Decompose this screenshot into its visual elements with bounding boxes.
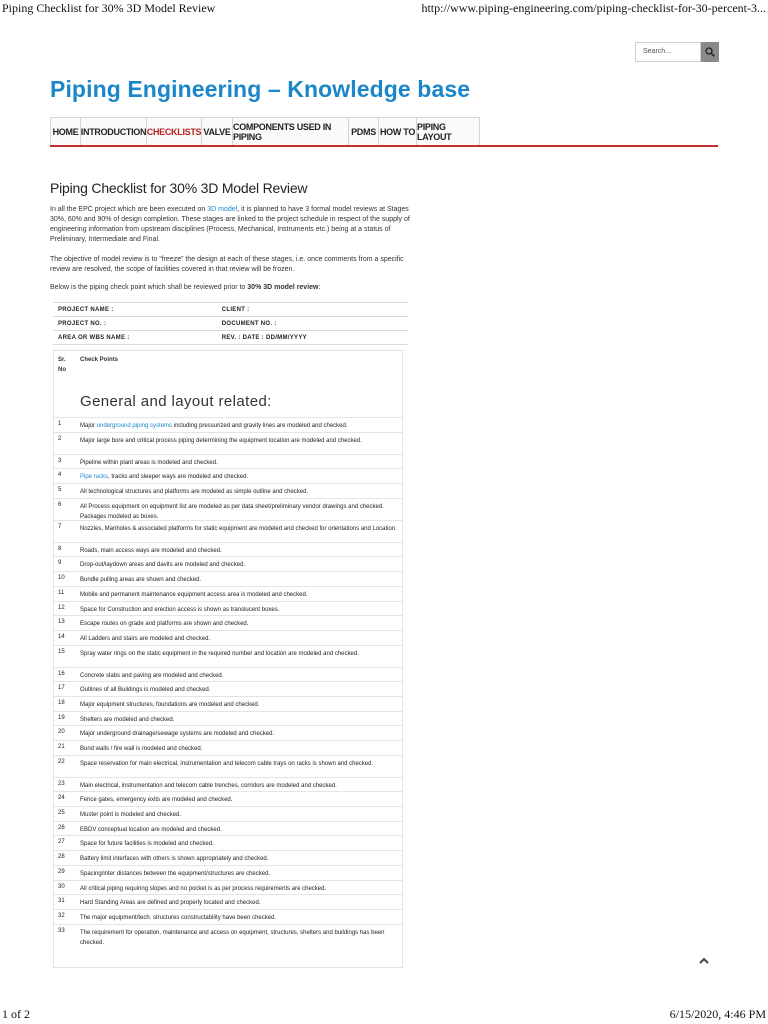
table-row [54, 586, 402, 601]
item-number: 12 [58, 604, 65, 611]
item-number: 23 [58, 780, 65, 787]
scroll-to-top-button[interactable] [697, 954, 711, 968]
item-number: 15 [58, 648, 65, 655]
article-title: Piping Checklist for 30% 3D Model Review [50, 180, 308, 196]
table-row [54, 696, 402, 711]
search-icon [705, 47, 715, 57]
item-number: 1 [58, 421, 62, 427]
item-text-suffix: , tracks and sleeper ways are modeled and checked. [108, 474, 249, 481]
item-text: Space for Construction and erection access is shown as translucent boxes. [80, 606, 280, 613]
item-number: 29 [58, 868, 65, 875]
item-text: Muster point is modeled and checked. [80, 812, 182, 819]
item-text: All Ladders and stairs are modeled and checked. [80, 635, 211, 642]
item-number: 27 [58, 839, 65, 846]
checkpoint-intro-text: Below is the piping check point which shall be reviewed prior to [50, 284, 248, 291]
nav-item-piping-layout[interactable]: PIPING LAYOUT [416, 117, 480, 145]
nav-item-components-used-in-piping[interactable]: COMPONENTS USED IN PIPING [232, 117, 349, 145]
item-text: All critical piping requiring slopes and no pocket is as per process requirements are checked. [80, 885, 327, 892]
item-text: Hard Standing Areas are defined and properly located and checked. [80, 900, 261, 907]
table-row [54, 615, 402, 630]
item-text [80, 472, 398, 482]
print-page-title: Piping Checklist for 30% 3D Model Review [2, 1, 216, 15]
item-number: 5 [58, 487, 62, 494]
item-text: EBDV conceptual location are modeled and checked. [80, 826, 222, 833]
item-number: 20 [58, 729, 65, 736]
site-title[interactable]: Piping Engineering – Knowledge base [50, 76, 471, 102]
item-number: 21 [58, 744, 65, 750]
item-number: 24 [58, 795, 65, 802]
item-number: 33 [58, 927, 65, 934]
checkpoint-intro-colon: : [318, 284, 321, 291]
nav-item-how-to[interactable]: HOW TO [378, 117, 417, 145]
item-text: Pipeline within plant areas is modeled and checked. [80, 459, 218, 466]
item-number: 17 [58, 685, 65, 692]
table-row [54, 894, 402, 909]
item-text-prefix: Major [80, 423, 97, 429]
revision-date-label: REV. : DATE : DD/MM/YYYY [217, 331, 408, 345]
item-number: 18 [58, 699, 65, 706]
item-text: Major equipment structures, foundations are modeled and checked. [80, 701, 260, 708]
item-number: 19 [58, 714, 65, 721]
intro-text-end: , it is planned to have 3 formal model reviews at Stages 30%, 60% and 90% of design completion. These stages are linked to the project schedule in respect of the supply of engineering information from upstream disciplines (Process, Mechanical, Instruments etc.) being at a status of Preliminary, Intermediate and Final. [50, 206, 410, 243]
item-number: 31 [58, 898, 65, 905]
table-row [54, 556, 402, 571]
table-row [54, 755, 402, 777]
item-number: 8 [58, 545, 62, 552]
nav-item-introduction[interactable]: INTRODUCTION [80, 117, 147, 145]
item-text: Bundle pulling areas are shown and checked. [80, 577, 202, 584]
3d-model-link[interactable]: 3D model [207, 206, 238, 213]
item-text: Space reservation for main electrical, instrumentation and telecom cable trays on racks is shown and checked. [80, 760, 374, 767]
item-number: 30 [58, 883, 65, 890]
table-row [53, 317, 408, 331]
item-number: 9 [58, 560, 62, 567]
item-link[interactable]: Pipe racks [80, 474, 109, 481]
item-number: 6 [58, 501, 62, 508]
item-text: Escape routes on grade and platforms are shown and checked. [80, 621, 249, 628]
page-number: 1 of 2 [2, 1007, 30, 1021]
chevron-up-icon [697, 954, 711, 968]
item-text: Nozzles, Manholes & associated platforms for static equipment are modeled and checked for orientations and Location. [80, 525, 397, 532]
item-text: All Process equipment on equipment list are modeled as per data sheet/preliminary vendor drawings and checked. Packages modeled as boxes. [80, 503, 384, 520]
item-number: 7 [58, 523, 62, 530]
table-row [54, 681, 402, 696]
item-text: Spray water rings on the static equipment in the required number and location are modeled and checked. [80, 650, 359, 657]
item-text: All technological structures and platforms are modeled as simple outline and checked. [80, 489, 309, 496]
item-number: 32 [58, 912, 65, 919]
item-number: 26 [58, 824, 65, 831]
item-text: Major underground drainage/sewage systems are modeled and checked. [80, 731, 275, 738]
item-text: Spacing/inter distances between the equipment/structures are checked. [80, 870, 271, 877]
table-row [54, 806, 402, 821]
main-navigation [50, 117, 479, 145]
table-row [54, 542, 402, 557]
item-number: 11 [58, 589, 65, 596]
nav-item-checklists[interactable]: CHECKLISTS [146, 117, 202, 145]
intro-text-start: In all the EPC project which are been executed on [50, 206, 208, 213]
checkpoint-intro-paragraph [50, 283, 410, 293]
table-row [54, 777, 402, 792]
item-text: Space for future facilities is modeled and checked. [80, 841, 214, 848]
item-text: Fence gates, emergency exits are modeled and checked. [80, 797, 233, 804]
sr-no-header: Sr. No [58, 357, 66, 373]
project-info-table [53, 302, 408, 345]
objective-paragraph: The objective of model review is to “freeze” the design at each of these stages, i.e. once comments from a specific review are resolved, the scope of facilities covered in that review will be frozen. [50, 256, 404, 273]
item-number: 10 [58, 575, 65, 582]
table-row [53, 331, 408, 345]
table-row [54, 468, 402, 483]
table-row [54, 483, 402, 498]
nav-divider [50, 145, 718, 147]
item-number: 3 [58, 457, 62, 464]
table-row [54, 432, 402, 454]
item-text: Shelters are modeled and checked. [80, 716, 175, 723]
search-button[interactable] [701, 42, 719, 62]
item-link[interactable]: underground piping systems [96, 423, 173, 429]
project-no-label: PROJECT NO. : [53, 317, 217, 331]
print-datetime: 6/15/2020, 4:46 PM [669, 1007, 766, 1021]
section-title: General and layout related: [80, 393, 272, 410]
client-label: CLIENT : [217, 303, 408, 317]
table-row [54, 454, 402, 469]
table-row [54, 417, 402, 432]
nav-item-pdms[interactable]: PDMS [348, 117, 379, 145]
table-row [54, 740, 402, 755]
item-number: 4 [58, 472, 62, 479]
table-row [54, 520, 402, 542]
table-row [54, 791, 402, 806]
item-text: Drop-out/laydown areas and davits are modeled and checked. [80, 562, 246, 569]
checkpoint-intro-strong: 30% 3D model review [247, 284, 319, 291]
table-row [54, 667, 402, 682]
item-text: The major equipment/tech. structures constructability have been checked. [80, 914, 277, 921]
print-header [0, 0, 768, 16]
print-page-url: http://www.piping-engineering.com/piping-checklist-for-30-percent-3... [421, 1, 766, 15]
check-points-header: Check Points [80, 357, 119, 363]
area-wbs-label: AREA OR WBS NAME : [53, 331, 217, 345]
item-text: Main electrical, instrumentation and telecom cable trenches, corridors are modeled and checked. [80, 782, 337, 789]
item-text: Concrete slabs and paving are modeled and checked. [80, 672, 224, 679]
item-number: 16 [58, 670, 65, 677]
table-row [54, 498, 402, 520]
table-row [54, 601, 402, 616]
table-row [54, 630, 402, 645]
item-text [80, 421, 398, 431]
table-row [53, 303, 408, 317]
table-row [54, 571, 402, 586]
item-text: Outlines of all Buildings is modeled and checked. [80, 687, 211, 694]
table-row [54, 880, 402, 895]
item-number: 2 [58, 435, 62, 442]
table-row [54, 711, 402, 726]
item-number: 22 [58, 758, 65, 765]
item-number: 25 [58, 810, 65, 817]
nav-item-valve[interactable]: VALVE [201, 117, 233, 145]
item-text: Major large bore and critical process piping determining the equipment location are modeled and checked. [80, 437, 362, 444]
item-text-suffix: including pressurized and gravity lines are modeled and checked. [172, 423, 348, 429]
item-text: Roads, main access ways are modeled and checked. [80, 547, 222, 554]
nav-item-home[interactable]: HOME [50, 117, 81, 145]
checklist-items [54, 417, 402, 946]
intro-paragraph [50, 205, 410, 245]
table-row [54, 909, 402, 924]
item-text: Battery limit interfaces with others is shown appropriately and checked. [80, 856, 269, 863]
item-number: 13 [58, 619, 65, 626]
table-row [54, 821, 402, 836]
search-input[interactable]: Search... [635, 42, 701, 62]
print-footer [0, 1006, 768, 1024]
item-number: 28 [58, 854, 65, 861]
item-text: Bund walls / fire wall is modeled and checked. [80, 746, 203, 752]
item-text: The requirement for operation, maintenance and access on equipment, structures, shelters and buildings has been checked. [80, 929, 385, 946]
table-row [54, 645, 402, 667]
table-row [54, 835, 402, 850]
table-row [54, 850, 402, 865]
table-row [54, 865, 402, 880]
item-number: 14 [58, 633, 65, 640]
table-row [54, 725, 402, 740]
document-no-label: DOCUMENT NO. : [217, 317, 408, 331]
item-text: Mobile and permanent maintenance equipment access area is modeled and checked. [80, 591, 308, 598]
table-row [54, 924, 402, 946]
project-name-label: PROJECT NAME : [53, 303, 217, 317]
